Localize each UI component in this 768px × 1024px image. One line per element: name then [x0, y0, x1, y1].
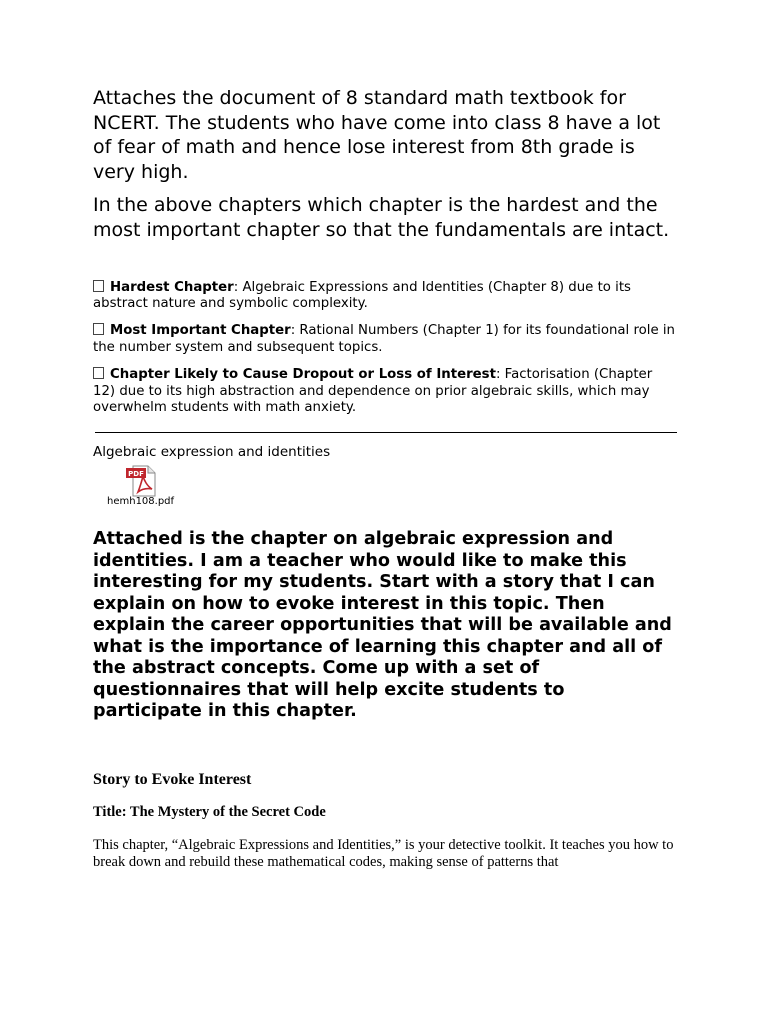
- bullet-list: [93, 280, 678, 418]
- bullet-dropout-chapter: [93, 367, 678, 417]
- bullet-glyph-icon: [93, 367, 104, 379]
- intro-paragraph-2: In the above chapters which chapter is the hardest and the most important chapter so that the fundamentals are intact.: [93, 194, 670, 241]
- bullet-most-important-chapter: [93, 323, 678, 357]
- bullet-text: : Algebraic Expressions and Identities (Chapter 8) due to its abstract nature and symbolic complexity.: [93, 279, 631, 312]
- attachment-filename[interactable]: hemh108.pdf: [107, 496, 175, 508]
- bullet-hardest-chapter: [93, 280, 678, 314]
- bullet-label: Most Important Chapter: [110, 323, 291, 339]
- bullet-label: Hardest Chapter: [110, 279, 234, 295]
- pdf-attachment[interactable]: [107, 465, 177, 508]
- bullet-glyph-icon: [93, 323, 104, 335]
- pdf-file-icon: [125, 465, 159, 497]
- teacher-prompt: Attached is the chapter on algebraic expression and identities. I am a teacher who would like to make this interesting for my students. Start with a story that I can explain on how to evoke interest in this topic. Then explain the career opportunities that will be available and what is the importance of learning this chapter and all of the abstract concepts. Come up with a set of questionnaires that will help excite students to participate in this chapter.: [93, 529, 672, 722]
- story-paragraph: This chapter, “Algebraic Expressions and Identities,” is your detective toolkit. It teaches you how to break down and rebuild these mathematical codes, making sense of patterns that: [93, 836, 674, 870]
- intro-section: [93, 86, 678, 243]
- chapter-label: Algebraic expression and identities: [93, 444, 331, 461]
- story-heading: Story to Evoke Interest: [93, 770, 252, 788]
- story-title: Title: The Mystery of the Secret Code: [93, 803, 326, 820]
- bullet-label: Chapter Likely to Cause Dropout or Loss of Interest: [110, 366, 496, 382]
- bullet-text: : Rational Numbers (Chapter 1) for its foundational role in the number system and subsequent topics.: [93, 323, 675, 355]
- pdf-badge-text: PDF: [128, 470, 144, 479]
- bullet-text: : Factorisation (Chapter 12) due to its high abstraction and dependence on prior algebraic skills, which may overwhelm students with math anxiety.: [93, 366, 653, 416]
- horizontal-divider: [95, 432, 677, 433]
- document-page: [93, 86, 678, 871]
- intro-paragraph-1: Attaches the document of 8 standard math textbook for NCERT. The students who have come into class 8 have a lot of fear of math and hence lose interest from 8th grade is very high.: [93, 87, 661, 183]
- bullet-glyph-icon: [93, 280, 104, 292]
